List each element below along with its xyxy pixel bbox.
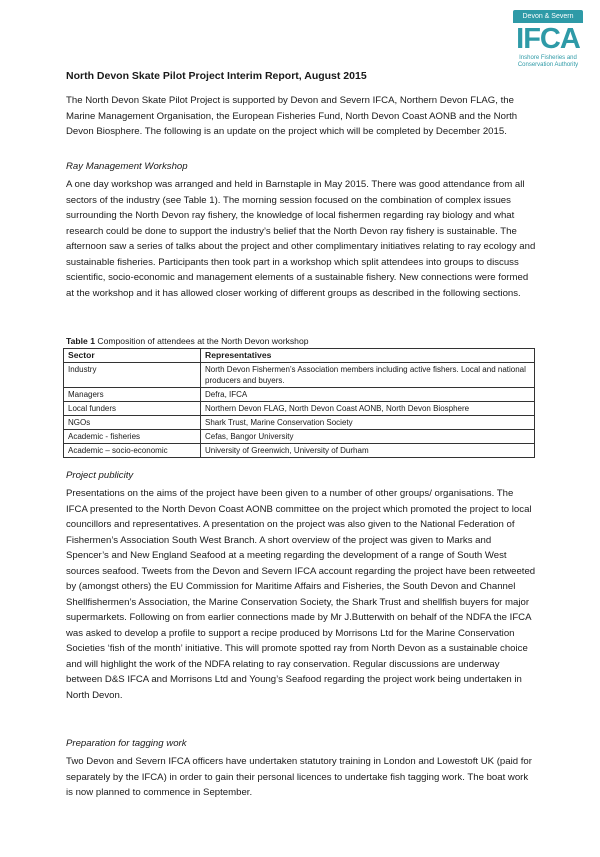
representatives-cell: Northern Devon FLAG, North Devon Coast AONB, North Devon Biosphere [201, 402, 535, 416]
table-caption-label: Table 1 [66, 336, 95, 346]
representatives-cell: Cefas, Bangor University [201, 430, 535, 444]
sector-cell: Academic - fisheries [64, 430, 201, 444]
workshop-paragraph: A one day workshop was arranged and held in Barnstaple in May 2015. There was good attendance from all sectors of the industry (see Table 1). The morning session focused on the combination of complex issues surrounding the North Devon ray fishery, the knowledge of local fishermen regarding ray biology and what research could be done to support the industry’s belief that the North Devon ray fishery is sustainable. The afternoon saw a series of talks about the project and other complimentary initiatives relating to ray ecology and sustainable fisheries. Participants then took part in a workshop which split attendees into groups to discuss scientific, socio-economic and management elements of a sustainable fishery. New connections were formed at the workshop and it has allowed closer working of different groups as described in the following sections. [66, 179, 536, 299]
logo-tagline-2: Conservation Authority [517, 62, 579, 68]
tagging-heading: Preparation for tagging work [66, 738, 187, 749]
representatives-cell: North Devon Fishermen’s Association members including active fishers. Local and national producers and buyers. [201, 363, 535, 388]
ifca-logo [513, 10, 583, 69]
table-caption [66, 336, 309, 346]
logo-wordmark: IFCA [516, 23, 580, 55]
sector-cell: Academic – socio-economic [64, 444, 201, 458]
logo-tagline-1: Inshore Fisheries and [519, 55, 577, 61]
workshop-heading: Ray Management Workshop [66, 161, 188, 172]
intro-paragraph: The North Devon Skate Pilot Project is supported by Devon and Severn IFCA, Northern Devon FLAG, the Marine Management Organisation, the European Fisheries Fund, North Devon Coast AONB and the North Devon Biosphere. The following is an update on the project which will be completed by December 2015. [66, 95, 518, 137]
representatives-cell: University of Greenwich, University of Durham [201, 444, 535, 458]
table-row [64, 363, 535, 388]
table-header-row [64, 349, 535, 363]
sector-cell: Local funders [64, 402, 201, 416]
publicity-heading: Project publicity [66, 470, 134, 481]
sector-cell: NGOs [64, 416, 201, 430]
attendees-table [63, 348, 535, 458]
representatives-cell: Shark Trust, Marine Conservation Society [201, 416, 535, 430]
table-row [64, 430, 535, 444]
table-row [64, 388, 535, 402]
header-representatives: Representatives [201, 349, 535, 363]
sector-cell: Managers [64, 388, 201, 402]
table-row [64, 444, 535, 458]
report-title: North Devon Skate Pilot Project Interim Report, August 2015 [66, 70, 367, 82]
sector-cell: Industry [64, 363, 201, 388]
representatives-cell: Defra, IFCA [201, 388, 535, 402]
table-row [64, 402, 535, 416]
tagging-paragraph: Two Devon and Severn IFCA officers have undertaken statutory training in London and Lowestoft UK (paid for separately by the IFCA) in order to gain their personal licences to undertake fish tagging work. The boat work is now planned to commence in September. [66, 756, 532, 798]
header-sector: Sector [64, 349, 201, 363]
table-caption-text: Composition of attendees at the North Devon workshop [94, 336, 309, 346]
table-row [64, 416, 535, 430]
logo-banner: Devon & Severn [513, 10, 583, 23]
publicity-paragraph: Presentations on the aims of the project have been given to a number of other groups/ organisations. The IFCA presented to the North Devon Coast AONB committee on the project which promoted the project to local councillors and representatives. A presentation on the project was also given to the National Federation of Fishermen’s Association South West Branch. A short overview of the project was given to Marks and Spencer’s and New England Seafood at a meeting regarding the development of a range of South West sources seafood. Tweets from the Devon and Severn IFCA account regarding the project have been retweeted by (amongst others) the EU Commission for Maritime Affairs and Fisheries, the South Devon and Channel Shellfishermen’s Association, the Marine Conservation Society, the Shark Trust and shellfish buyers for major supermarkets. Following on from earlier connections made by Mr J.Butterwith on behalf of the NDFA the IFCA was asked to develop a profile to support a recipe produced by Morrisons Ltd for the Marine Conservation Societies ‘fish of the month’ initiative. This will promote spotted ray from North Devon as a sustainable choice and will highlight the work of the NDFA relating to ray conservation. Regular discussions are underway between D&S IFCA and Morrisons Ltd and Young’s Seafood regarding the project work being undertaken in North Devon. [66, 488, 536, 701]
